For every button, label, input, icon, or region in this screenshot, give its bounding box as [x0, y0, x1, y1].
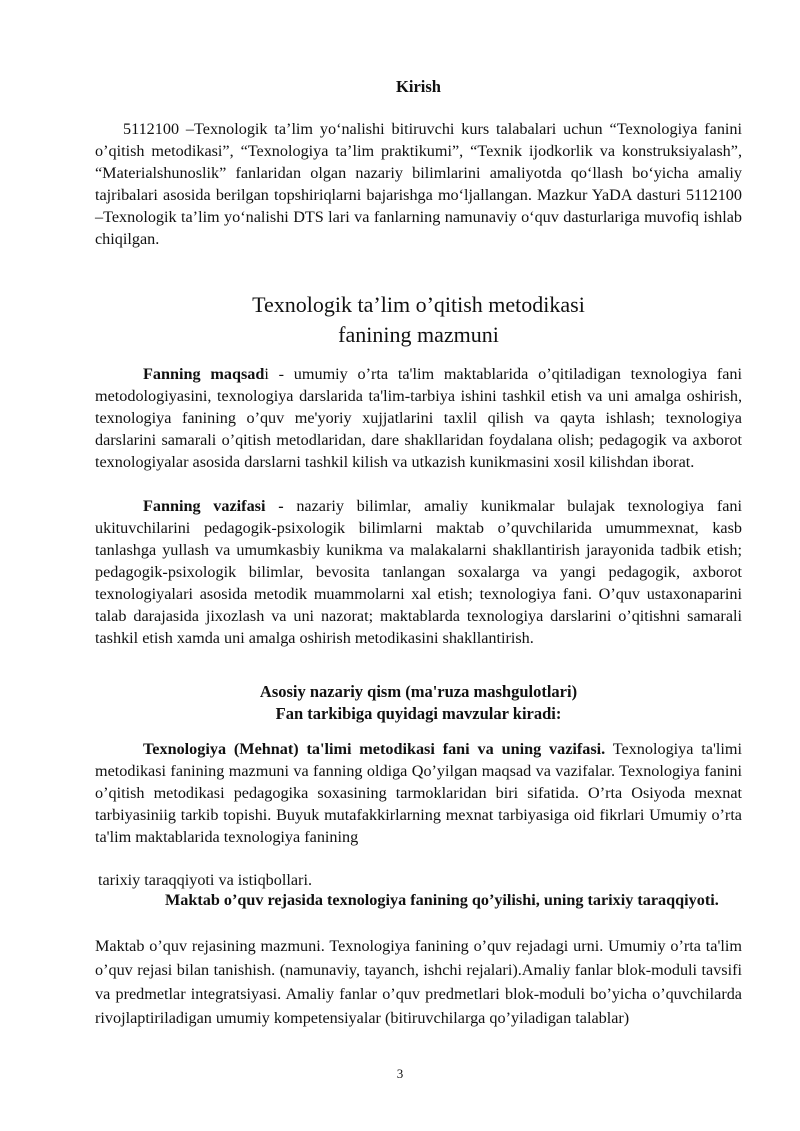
maqsad-label: Fanning maqsad — [143, 365, 265, 383]
maqsad-paragraph-block — [95, 363, 742, 473]
vazifa-text: nazariy bilimlar, amaliy kunikmalar bulajak texnologiya fani ukituvchilarini pedagogik-psixologik bilimlarni maktab o’quvchilarida umummexnat, kasb tanlashga yullash va umumkasbiy kunikma va malakalarni shakllantirish jarayonida tadbik etish; pedagogik-psixologik bilimlar, bevosita tanlangan soxalarga va yangi pedagogik, axborot texnologiyalari asosida metodik muammolarni xal etish; texnologiya fani. O’quv ustaxonaparini talab darajasida jixozlash va uni nazorat; maktablarda texnologiya darslarini o’qitishni samarali tashkil etish xamda uni amalga oshirish metodikasini shakllantirish. — [95, 497, 742, 647]
topic-1-tail: tarixiy taraqqiyoti va istiqbollari. — [98, 871, 312, 889]
maqsad-label-suffix: i — [264, 365, 269, 383]
topic-2-body-block — [95, 934, 742, 1030]
section-heading-kirish: Kirish — [396, 77, 441, 96]
asosiy-heading — [95, 681, 742, 725]
topic-2-text: Maktab o’quv rejasining mazmuni. Texnologiya fanining o’quv rejadagi urni. Umumiy o’rta ta'lim o’quv rejasi bilan tanishish. (namunaviy, tayanch, ishchi rejalari).Amaliy fanlar blok-moduli tavsifi va predmetlar integratsiyasi. Amaliy fanlar o’quv predmetlari blok-moduli bo’yicha o’quvchilarda rivojlaptiriladigan umumiy kompetensiyalar (bitiruvchilarga qo’yiladigan talablar) — [95, 937, 742, 1027]
vazifa-paragraph-block — [95, 495, 742, 649]
main-title — [95, 290, 742, 350]
page-number: 3 — [396, 1066, 404, 1081]
main-title-line-2: fanining mazmuni — [338, 322, 499, 347]
topic-1-block — [95, 738, 742, 848]
topic-1-paragraph — [95, 738, 742, 848]
main-title-line-1: Texnologik ta’lim o’qitish metodikasi — [252, 292, 585, 317]
intro-paragraph-block — [95, 118, 742, 250]
topic-2-heading-block — [95, 889, 742, 911]
asosiy-heading-line-1: Asosiy nazariy qism (ma'ruza mashgulotlari) — [259, 682, 578, 701]
vazifa-label: Fanning vazifasi - — [143, 497, 284, 515]
topic-1-text: Texnologiya ta'limi metodikasi fanining mazmuni va fanning oldiga Qo’yilgan maqsad va vazifalar. Texnologiya fanini o’qitish metodikasi pedagogika soxasining tarmoklaridan biri sifatida. O’rta Osiyoda mexnat tarbiyasiniig tarkib topishi. Buyuk mutafakkirlarning mexnat tarbiyasiga oid fikrlari Umumiy o’rta ta'lim maktablarida texnologiya fanining — [95, 740, 742, 846]
intro-paragraph: 5112100 –Texnologik ta’lim yo‘nalishi bitiruvchi kurs talabalari uchun “Texnologiya fanini o’qitish metodikasi”, “Texnologiya ta’lim praktikumi”, “Texnik ijodkorlik va konstruksiyalash”, “Materialshunoslik” fanlaridan olgan nazariy bilimlarini amaliyotda qo‘llash bo‘yicha amaliy tajribalari asosida berilgan topshiriqlarni bajarishga mo‘ljallangan. Mazkur YaDA dasturi 5112100 –Texnologik ta’lim yo‘nalishi DTS lari va fanlarning namunaviy o‘quv dasturlariga muvofiq ishlab chiqilgan. — [95, 120, 742, 248]
maqsad-text: - umumiy o’rta ta'lim maktablarida o’qitiladigan texnologiya fani metodologiyasini, texnologiya darslarida ta'lim-tarbiya ishini tashkil etish va uni amalga oshirish, texnologiya fanining o’quv me'yoriy xujjatlarini taxlil qilish va qayta ishlash; texnologiya darslarini samarali o’qitish metodlaridan, dare shakllaridan foydalana olish; pedagogik va axborot texnologiyalar asosida darslarni tashkil kilish va utkazish kunikmasini xosil kilishdan iborat. — [95, 365, 742, 471]
topic-1-title: Texnologiya (Mehnat) ta'limi metodikasi fani va uning vazifasi. — [143, 740, 606, 758]
topic-2-title: Maktab o’quv rejasida texnologiya fanining qo’yilishi, uning tarixiy taraqqiyoti. — [165, 891, 719, 909]
asosiy-heading-line-2: Fan tarkibiga quyidagi mavzular kiradi: — [275, 704, 562, 723]
maqsad-paragraph — [95, 363, 742, 473]
vazifa-paragraph — [95, 495, 742, 649]
